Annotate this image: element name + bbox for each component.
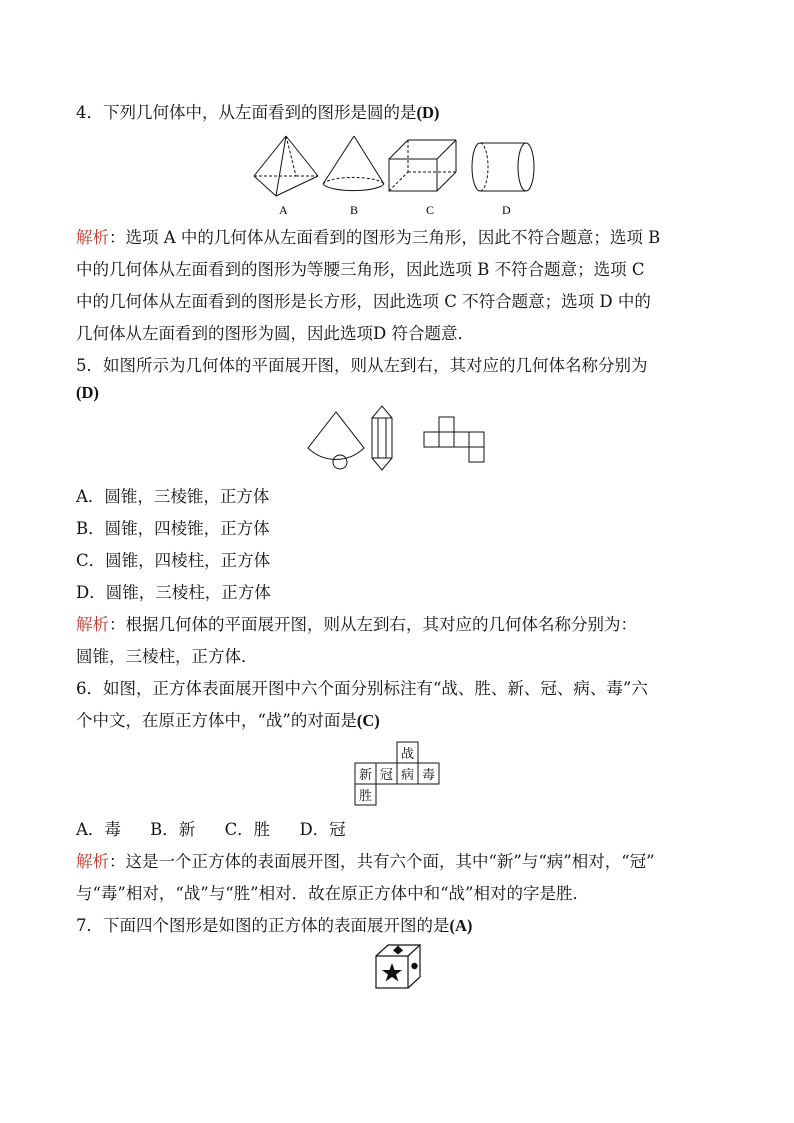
q5-option-b: B．圆锥，四棱锥，正方体: [76, 519, 270, 538]
face-1: 新: [358, 768, 373, 783]
q6-option-a: A．毒: [76, 820, 121, 839]
label-d: D: [502, 203, 511, 217]
q5-option-a: A．圆锥，三棱锥，正方体: [76, 487, 270, 506]
q7-stem-text: 7．下面四个图形是如图的正方体的表面展开图的是: [76, 916, 450, 935]
q4-answer: (D): [416, 103, 440, 122]
q6-stem-text: 个中文，在原正方体中，“战”的对面是: [76, 711, 357, 730]
face-2: 冠: [379, 768, 394, 783]
q6-stem-line-1: 6．如图，正方体表面展开图中六个面分别标注有“战、胜、新、冠、病、毒”六: [76, 679, 648, 698]
q5-option-c: C．圆锥，四棱柱，正方体: [76, 551, 271, 570]
face-top: 战: [400, 747, 415, 762]
q7-answer: (A): [449, 916, 473, 935]
cone-solid: [323, 136, 384, 191]
q5-stem: 5．如图所示为几何体的平面展开图，则从左到右，其对应的几何体名称分别为: [76, 356, 648, 375]
cone-net: [308, 412, 364, 469]
q4-analysis-line-3: 中的几何体从左面看到的图形是长方形，因此选项 C 不符合题意；选项 D 中的: [76, 292, 651, 311]
q6-answer: (C): [356, 711, 380, 730]
q6-cube-net-figure: [350, 740, 450, 810]
cylinder-solid: [472, 143, 534, 191]
q7-stem: [76, 916, 472, 936]
dot-icon: [411, 963, 417, 969]
q6-stem-line-2: [76, 711, 380, 731]
cuboid-solid: [389, 140, 456, 191]
q5-option-d: D．圆锥，三棱柱，正方体: [76, 583, 271, 602]
analysis-label: 解析: [76, 615, 109, 634]
q6-analysis-line-1: [76, 852, 655, 872]
q6-option-b: B．新: [150, 820, 196, 839]
q4-analysis-line-2: 中的几何体从左面看到的图形为等腰三角形，因此选项 B 不符合题意；选项 C: [76, 260, 645, 279]
analysis-label: 解析: [76, 852, 109, 871]
face-bottom: 胜: [358, 789, 373, 804]
q4-stem: [76, 103, 439, 123]
q6-option-d: D．冠: [299, 820, 346, 839]
q6-options: [76, 820, 346, 840]
q4-stem-text: 4．下列几何体中，从左面看到的图形是圆的是: [76, 103, 417, 122]
q4-solids-figure: [250, 134, 550, 220]
analysis-text: ：选项 A 中的几何体从左面看到的图形为三角形，因此不符合题意；选项 B: [109, 228, 661, 247]
q5-analysis-line-2: 圆锥，三棱柱，正方体．: [76, 647, 258, 666]
pyramid-solid: [254, 136, 318, 196]
q7-cube-figure: [370, 942, 430, 994]
star-icon: [382, 963, 402, 982]
q6-option-c: C．胜: [224, 820, 271, 839]
label-a: A: [279, 203, 288, 217]
q4-analysis-line-4: 几何体从左面看到的图形为圆，因此选项D 符合题意．: [76, 324, 474, 343]
prism-net: [372, 406, 392, 470]
q5-nets-figure: [300, 404, 500, 474]
analysis-label: 解析: [76, 228, 109, 247]
q6-analysis-line-2: 与“毒”相对，“战”与“胜”相对．故在原正方体中和“战”相对的字是胜．: [76, 884, 589, 903]
label-c: C: [426, 203, 435, 217]
face-3: 病: [400, 768, 415, 783]
q4-analysis-line-1: [76, 228, 660, 248]
analysis-text: ：根据几何体的平面展开图，则从左到右，其对应的几何体名称分别为：: [109, 615, 637, 634]
label-b: B: [350, 203, 359, 217]
cube-net: [424, 417, 484, 462]
analysis-text: ：这是一个正方体的表面展开图，共有六个面，其中“新”与“病”相对，“冠”: [109, 852, 655, 871]
q5-analysis-line-1: [76, 615, 637, 635]
face-4: 毒: [421, 768, 436, 783]
diamond-icon: [393, 946, 403, 955]
q5-answer: (D): [76, 383, 99, 402]
